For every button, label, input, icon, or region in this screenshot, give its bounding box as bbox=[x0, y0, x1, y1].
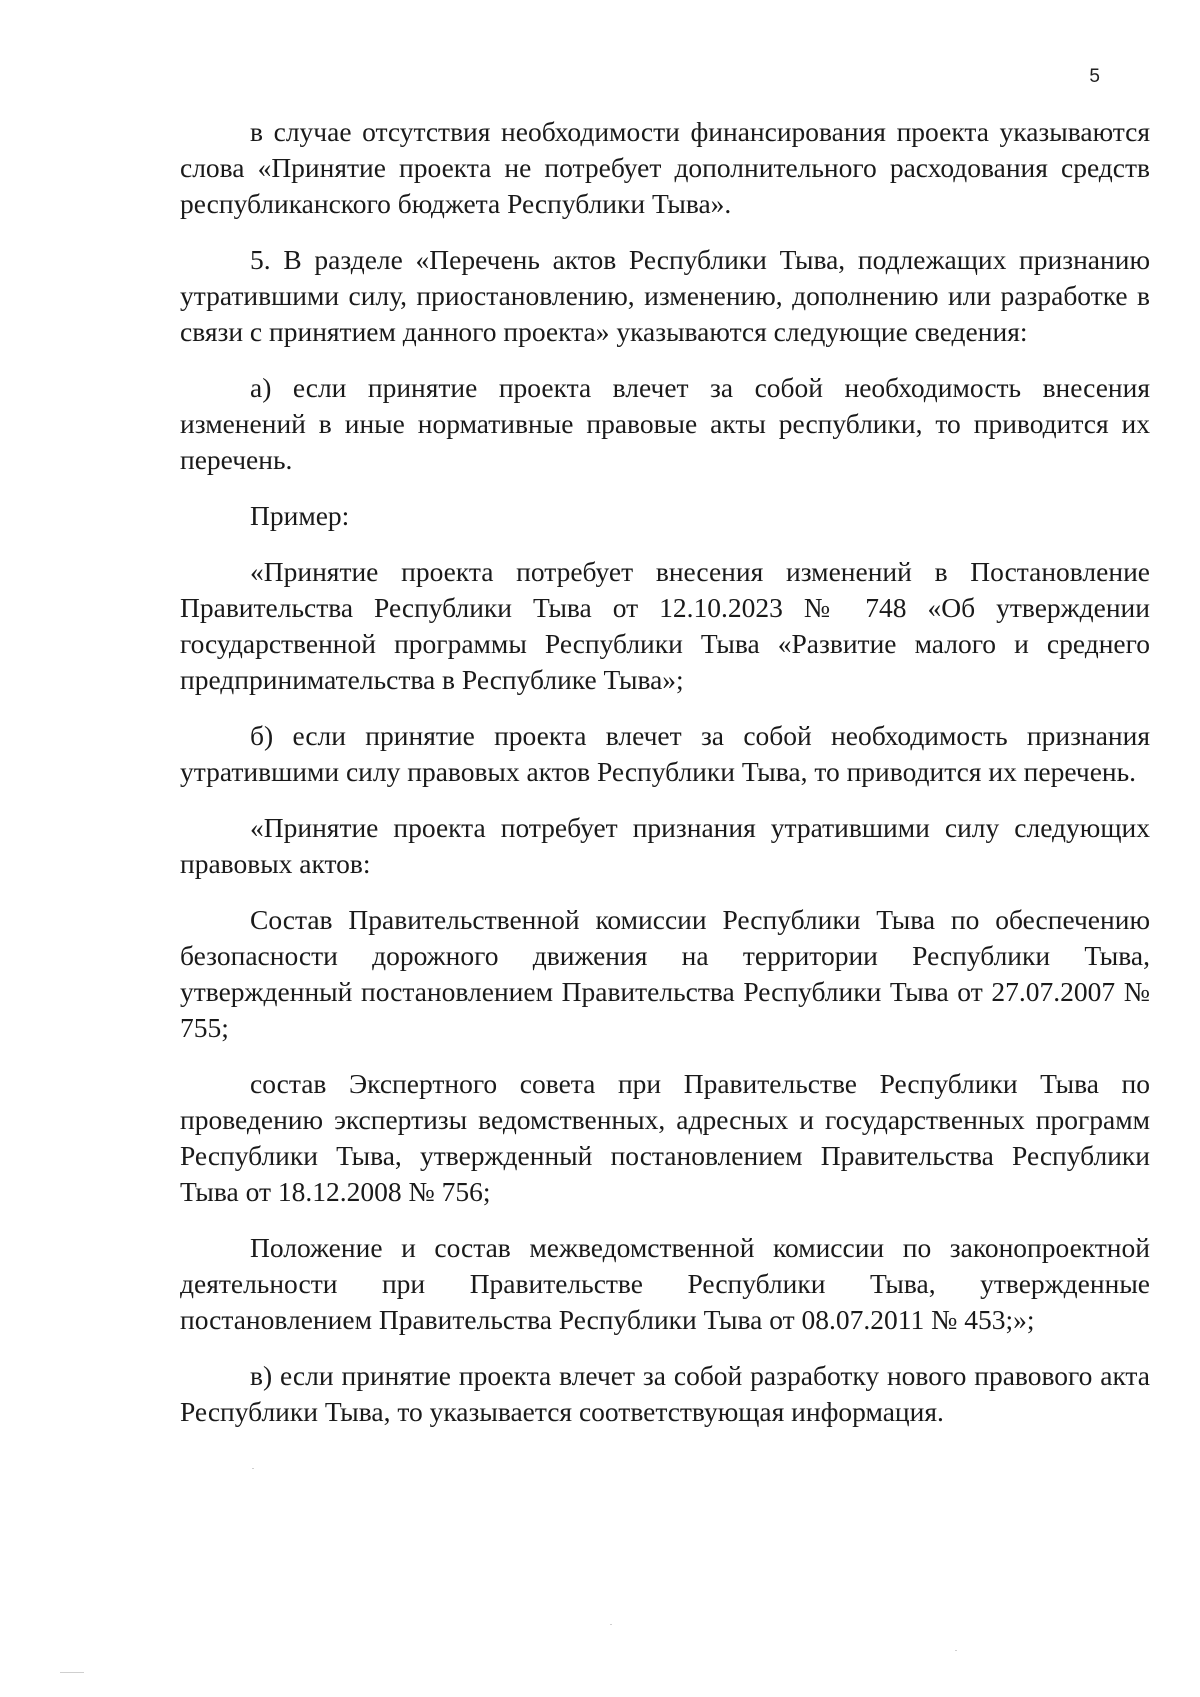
paragraph-item-b: б) если принятие проекта влечет за собой необходимость признания утратившими силу правовых актов Республики Тыва, то приводится их перечень. bbox=[180, 720, 1150, 787]
paragraph-repeal-act-2: состав Экспертного совета при Правительстве Республики Тыва по проведению экспертизы ведомственных, адресных и государственных программ Республики Тыва, утвержденный постановлением Правительства Республики Тыва от 18.12.2008 № 756; bbox=[180, 1068, 1150, 1207]
scan-artifact bbox=[60, 1672, 84, 1673]
document-body bbox=[180, 114, 1150, 1450]
paragraph-repeal-act-3: Положение и состав межведомственной комиссии по законопроектной деятельности при Правительстве Республики Тыва, утвержденные постановлением Правительства Республики Тыва от 08.07.2011 № 453;»; bbox=[180, 1232, 1150, 1335]
paragraph-item-a: а) если принятие проекта влечет за собой необходимость внесения изменений в иные нормативные правовые акты республики, то приводится их перечень. bbox=[180, 372, 1150, 475]
scan-artifact bbox=[955, 1650, 957, 1651]
paragraph-example-text: «Принятие проекта потребует внесения изменений в Постановление Правительства Республики Тыва от 12.10.2023 № 748 «Об утверждении государственной программы Республики Тыва «Развитие малого и среднего предпринимательства в Республике Тыва»; bbox=[180, 556, 1150, 695]
paragraph-section-5: 5. В разделе «Перечень актов Республики Тыва, подлежащих признанию утратившими силу, приостановлению, изменению, дополнению или разработке в связи с принятием данного проекта» указываются следующие сведения: bbox=[180, 244, 1150, 347]
paragraph-item-v: в) если принятие проекта влечет за собой разработку нового правового акта Республики Тыва, то указывается соответствующая информация. bbox=[180, 1360, 1150, 1427]
paragraph-repeal-intro: «Принятие проекта потребует признания утратившими силу следующих правовых актов: bbox=[180, 812, 1150, 879]
page-number: 5 bbox=[1089, 66, 1100, 87]
paragraph-repeal-act-1: Состав Правительственной комиссии Республики Тыва по обеспечению безопасности дорожного движения на территории Республики Тыва, утвержденный постановлением Правительства Республики Тыва от 27.07.2007 № 755; bbox=[180, 904, 1150, 1043]
scan-artifact bbox=[610, 1624, 612, 1625]
paragraph-example-label: Пример: bbox=[250, 500, 350, 531]
paragraph-financing-note: в случае отсутствия необходимости финансирования проекта указываются слова «Принятие проекта не потребует дополнительного расходования средств республиканского бюджета Республики Тыва». bbox=[180, 116, 1150, 219]
scan-artifact bbox=[252, 1468, 254, 1469]
